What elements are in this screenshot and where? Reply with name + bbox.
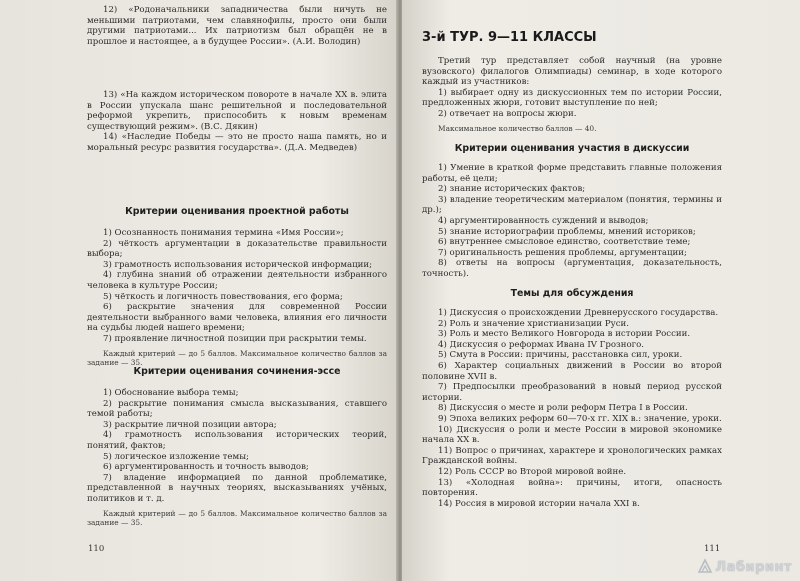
list-item: 6) внутреннее смысловое единство, соответствие теме; [438, 237, 691, 248]
list-item: 6) аргументированность и точность выводов; [103, 462, 309, 473]
list-item: 2) отвечает на вопросы жюри. [438, 108, 577, 119]
discussion-criteria-heading: Критерии оценивания участия в дискуссии [454, 143, 690, 154]
list-item: 2) раскрытие понимания смысла высказывания, ставшего темой работы; [87, 398, 387, 420]
watermark-text: Лабиринт [715, 560, 792, 575]
topics-heading: Темы для обсуждения [510, 288, 634, 299]
list-item: 1) Дискуссия о происхождении Древнерусского государства. [438, 308, 719, 318]
project-criteria-list [87, 228, 387, 367]
quote-13: 13) «На каждом историческом повороте в начале XX в. элита в России упускала шанс решительной и последовательной реформой укрепить, приспособить к новым временам существующий режим». (В.С. Дякин) [87, 90, 387, 132]
list-item: 5) знание историографии проблемы, мнений историков; [438, 226, 696, 237]
labyrinth-logo-icon [697, 558, 713, 574]
list-item: 7) проявление личностной позиции при раскрытии темы. [103, 333, 367, 344]
list-item: 6) раскрытие значения для современной России деятельности выбранного вами человека, влияния его личности на судьбы людей нашего времени; [87, 302, 387, 334]
list-item: 5) чёткость и логичность повествования, его форма; [103, 291, 343, 302]
list-item: 4) грамотность использования исторических теорий, понятий, фактов; [87, 430, 387, 451]
list-item: 1) Умение в краткой форме представить главные положения работы, её цели; [422, 163, 722, 184]
project-score-note: Каждый критерий — до 5 баллов. Максимальное количество баллов за задание — 35. [87, 348, 387, 367]
list-item: 7) Предпосылки преобразований в новый период русской истории. [422, 382, 722, 403]
list-item: 2) знание исторических фактов; [438, 184, 586, 195]
list-item: 4) глубина знаний об отражении деятельности избранного человека в культуре России; [87, 270, 387, 291]
right-page [402, 0, 800, 581]
list-item: 8) ответы на вопросы (аргументация, доказательность, точность). [422, 258, 722, 279]
project-criteria-heading: Критерии оценивания проектной работы [125, 206, 349, 217]
list-item: 1) Обоснование выбора темы; [103, 388, 239, 398]
page-number-right: 111 [704, 544, 721, 554]
list-item: 8) Дискуссия о месте и роли реформ Петра I в России. [438, 403, 688, 414]
quote-12: 12) «Родоначальники западничества были ничуть не меньшими патриотами, чем славянофилы, просто они были другими патриотами... Их патриотизм был обращён не в прошлое и настоящее, а в будущее России». (А.И. Володин) [87, 5, 387, 47]
list-item: 9) Эпоха великих реформ 60—70-х гг. XIX в.: значение, уроки. [438, 413, 722, 424]
page-number-left: 110 [88, 544, 105, 554]
list-item: 3) раскрытие личной позиции автора; [103, 419, 277, 430]
max-score-note: Максимальное количество баллов — 40. [438, 123, 597, 133]
watermark [697, 558, 792, 575]
round-title: 3-й ТУР. 9—11 КЛАССЫ [422, 30, 597, 45]
list-item: 13) «Холодная война»: причины, итоги, опасность повторения. [422, 477, 722, 499]
essay-criteria-heading: Критерии оценивания сочинения-эссе [133, 366, 341, 377]
list-item: 11) Вопрос о причинах, характере и хронологических рамках Гражданской войны. [422, 445, 722, 467]
list-item: 3) грамотность использования исторической информации; [103, 259, 373, 270]
list-item: 3) владение теоретическим материалом (понятия, термины и др.); [422, 194, 722, 216]
quote-14: 14) «Наследие Победы — это не просто наша память, но и моральный ресурс развития государства». (Д.А. Медведев) [87, 132, 387, 153]
essay-criteria-list [87, 388, 387, 527]
list-item: 14) Россия в мировой истории начала XXI в. [438, 498, 640, 509]
list-item: 4) Дискуссия о реформах Ивана IV Грозного. [438, 339, 645, 350]
left-page [0, 0, 398, 581]
topics-list [422, 308, 722, 509]
list-item: 1) Осознанность понимания термина «Имя России»; [103, 228, 344, 238]
essay-score-note: Каждый критерий — до 5 баллов. Максимальное количество баллов за задание — 35. [87, 508, 387, 527]
list-item: 3) Роль и место Великого Новгорода в истории России. [438, 329, 691, 340]
list-item: 5) логическое изложение темы; [103, 451, 249, 462]
list-item: 7) владение информацией по данной проблематике, представленной в научных теориях, высказываниях учёных, политиков и т. д. [87, 472, 387, 504]
intro-text: Третий тур представляет собой научный (на уровне вузовского) филалогов Олимпиады) семинар, в ходе которого каждый из участников: [422, 56, 722, 88]
list-item: 7) оригинальность решения проблемы, аргументации; [438, 247, 687, 258]
intro-block [422, 56, 722, 133]
list-item: 10) Дискуссия о роли и месте России в мировой экономике начала XX в. [422, 424, 722, 446]
list-item: 1) выбирает одну из дискуссионных тем по истории России, предложенных жюри, готовит выступление по ней; [422, 87, 722, 109]
list-item: 5) Смута в России: причины, расстановка сил, уроки. [438, 350, 683, 361]
list-item: 2) Роль и значение христианизации Руси. [438, 318, 630, 329]
list-item: 2) чёткость аргументации в доказательстве правильности выбора; [87, 238, 387, 260]
list-item: 6) Характер социальных движений в России во второй половине XVII в. [422, 360, 722, 382]
discussion-criteria-list [422, 163, 722, 280]
list-item: 4) аргументированность суждений и выводов; [438, 215, 649, 226]
list-item: 12) Роль СССР во Второй мировой войне. [438, 466, 627, 477]
